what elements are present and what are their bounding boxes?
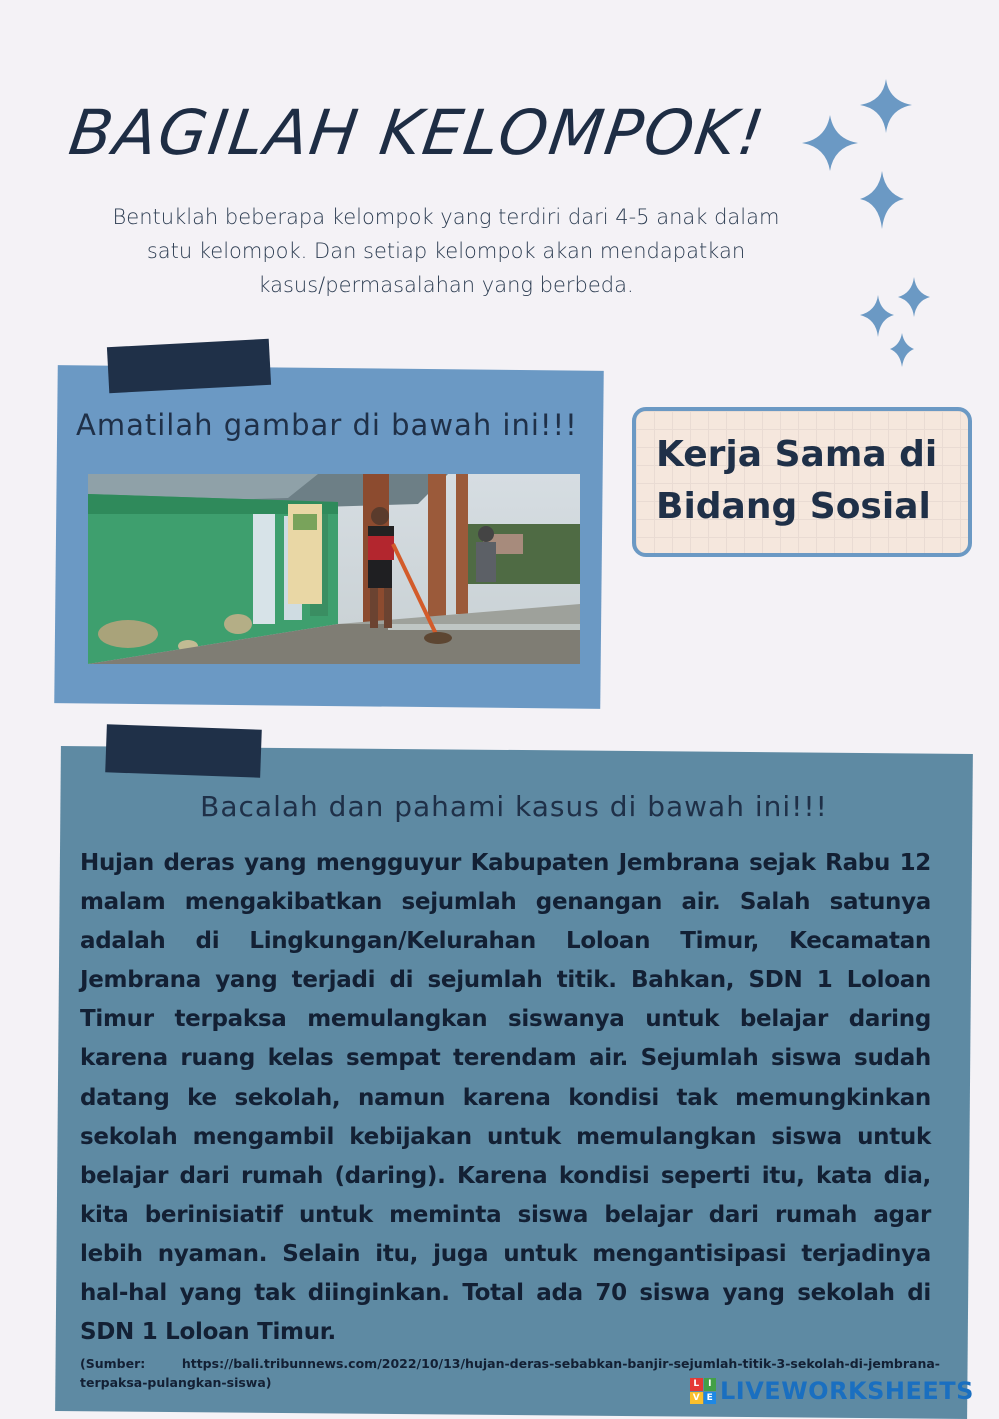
liveworksheets-logo-icon [690, 1378, 716, 1404]
sparkle-icon [802, 115, 858, 171]
logo-letter: E [704, 1392, 717, 1405]
sparkle-icon [860, 79, 912, 133]
case-text: Hujan deras yang mengguyur Kabupaten Jembrana sejak Rabu 12 malam mengakibatkan sejumlah genangan air. Salah satunya adalah di Lingkungan/Kelurahan Loloan Timur, Kecamatan Jembrana yang terjadi di sejumlah titik. Bahkan, SDN 1 Loloan Timur terpaksa memulangkan siswanya untuk belajar daring karena ruang kelas sempat terendam air. Sejumlah siswa sudah datang ke sekolah, namun karena kondisi tak memungkinkan sekolah mengambil kebijakan untuk memulangkan siswa untuk belajar dari rumah (daring). Karena kondisi seperti itu, kata dia, kita berinisiatif untuk meminta siswa belajar dari rumah agar lebih nyaman. Selain itu, juga untuk mengantisipasi terjadinya hal-hal yang tak diinginkan. Total ada 70 siswa yang sekolah di SDN 1 Loloan Timur. [80, 850, 931, 1346]
case-card-heading: Bacalah dan pahami kasus di bawah ini!!! [200, 790, 828, 823]
intro-line-3: kasus/permasalahan yang berbeda. [258, 273, 634, 297]
logo-letter: V [690, 1392, 703, 1405]
tape-strip [105, 724, 262, 777]
sparkles-icon [800, 75, 940, 375]
topic-line-2: Bidang Sosial [656, 486, 931, 527]
sparkle-icon [860, 295, 894, 337]
photo-card-heading: Amatilah gambar di bawah ini!!! [76, 408, 578, 442]
liveworksheets-brand[interactable] [690, 1374, 990, 1408]
school-cleaning-photo [88, 474, 580, 664]
topic-title [656, 429, 956, 533]
topic-line-1: Kerja Sama di [656, 434, 938, 475]
source-citation: (Sumber: https://bali.tribunnews.com/2022/10/13/hujan-deras-sebabkan-banjir-sejumlah-titik-3-sekolah-di-jembrana-terpaksa-pulangkan-siswa) [80, 1356, 940, 1390]
sparkle-icon [898, 277, 930, 317]
sparkle-icon [860, 171, 904, 229]
tape-strip [107, 339, 271, 393]
liveworksheets-name: LIVEWORKSHEETS [720, 1377, 974, 1405]
logo-letter: L [690, 1378, 703, 1391]
topic-box [632, 407, 972, 557]
intro-line-2: satu kelompok. Dan setiap kelompok akan mendapatkan [146, 239, 746, 263]
intro-text [90, 200, 802, 302]
logo-letter: I [704, 1378, 717, 1391]
intro-line-1: Bentuklah beberapa kelompok yang terdiri dari 4-5 anak dalam [112, 205, 780, 229]
page-title: BAGILAH KELOMPOK! [64, 96, 771, 169]
sparkle-icon [890, 333, 914, 367]
